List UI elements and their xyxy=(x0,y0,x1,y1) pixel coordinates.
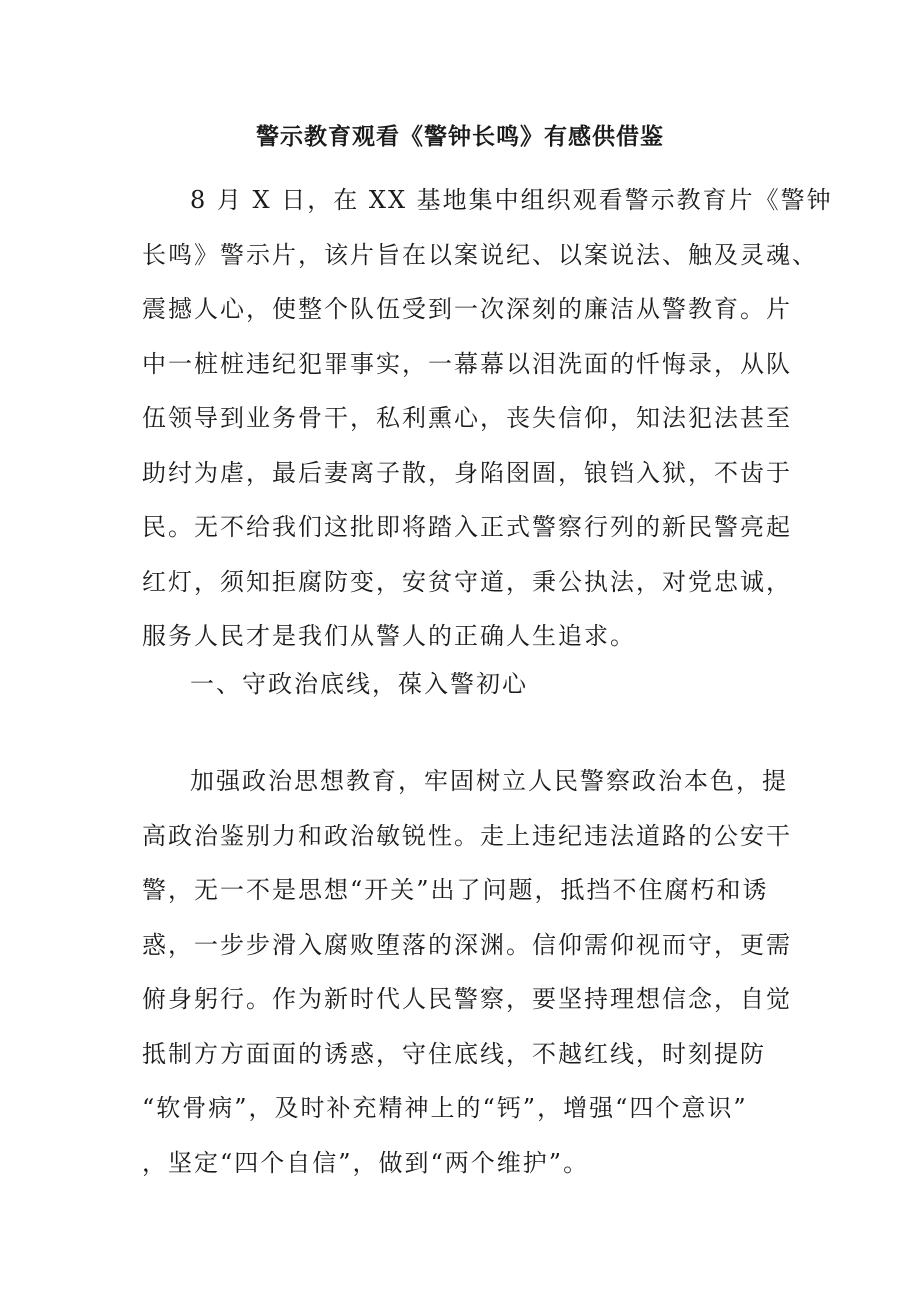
paragraph-line: “软骨病”，及时补充精神上的“钙”，增强“四个意识” xyxy=(142,1094,748,1122)
paragraph-line: 长鸣》警示片，该片旨在以案说纪、以案说法、触及灵魂、 xyxy=(142,240,818,269)
paragraph-line: 伍领导到业务骨干，私利熏心，丧失信仰，知法犯法甚至 xyxy=(142,404,792,432)
section-heading xyxy=(142,657,782,712)
paragraph-line: 服务人民才是我们从警人的正确人生追求。 xyxy=(142,622,636,650)
paragraph-line: 助纣为虐，最后妻离子散，身陷囹圄，锒铛入狱，不齿于 xyxy=(142,458,792,487)
paragraph-line: 民。无不给我们这批即将踏入正式警察行列的新民警亮起 xyxy=(142,513,792,541)
paragraph-line: 震撼人心，使整个队伍受到一次深刻的廉洁从警教育。片 xyxy=(142,295,792,323)
paragraph-line: 抵制方方面面的诱惑，守住底线，不越红线，时刻提防 xyxy=(142,1039,766,1068)
paragraph-line: ，坚定“四个自信”，做到“两个维护”。 xyxy=(142,1148,590,1177)
paragraph-line: 红灯，须知拒腐防变，安贫守道，秉公执法，对党忠诚， xyxy=(142,567,792,596)
paragraph-line: 警，无一不是思想“开关”出了问题，抵挡不住腐朽和诱 xyxy=(142,876,769,904)
document-title: 警示教育观看《警钟长鸣》有感供借鉴 xyxy=(256,124,664,150)
paragraph-line: 高政治鉴别力和政治敏锐性。走上违纪违法道路的公安干 xyxy=(142,821,792,850)
section-paragraph xyxy=(142,754,792,1190)
paragraph-line: 惑，一步步滑入腐败堕落的深渊。信仰需仰视而守，更需 xyxy=(142,930,792,959)
paragraph-line: 俯身躬行。作为新时代人民警察，要坚持理想信念，自觉 xyxy=(142,985,792,1013)
paragraph-line: 8 月 X 日，在 XX 基地集中组织观看警示教育片《警钟 xyxy=(190,186,833,214)
intro-paragraph xyxy=(142,173,833,664)
paragraph-line: 中一桩桩违纪犯罪事实，一幕幕以泪洗面的忏悔录，从队 xyxy=(142,349,792,378)
paragraph-line: 加强政治思想教育，牢固树立人民警察政治本色，提 xyxy=(190,767,788,795)
section-heading-text: 一、守政治底线，葆入警初心 xyxy=(190,670,528,698)
